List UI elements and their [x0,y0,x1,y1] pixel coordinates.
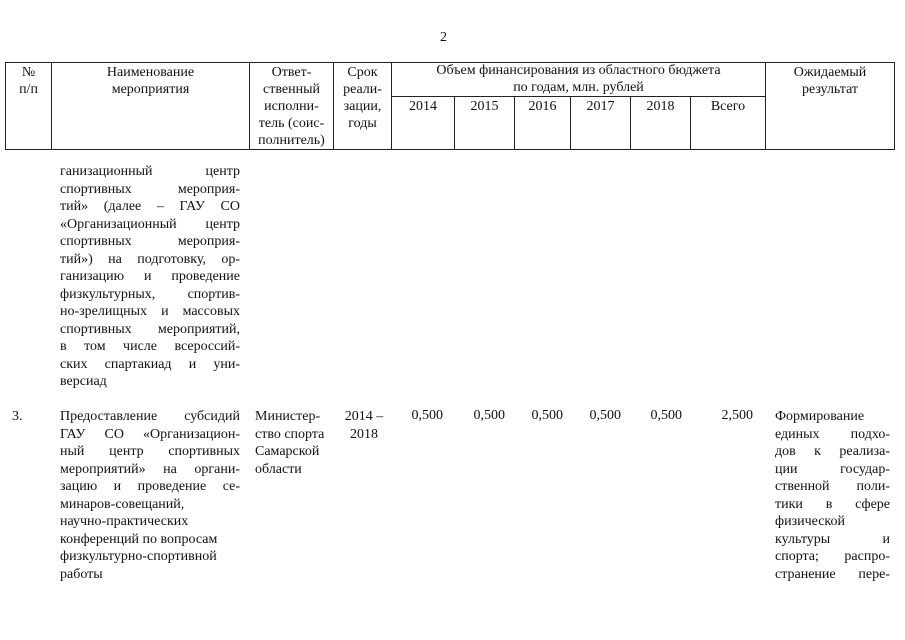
row3-result-line: физической [775,514,845,529]
header-line: полнитель) [258,133,325,148]
row3-name-line: минаров-совещаний, [60,496,185,512]
row3-result [775,408,890,583]
row3-name-line: мероприятий» на органи- [60,461,240,477]
header-year-2014: 2014 [409,99,437,114]
years-top-border [391,96,765,97]
row3-value-2016: 0,500 [531,408,563,423]
row3-result-line: культуры и [775,531,890,547]
header-line: по годам, млн. рублей [513,80,644,95]
row3-name-line: научно-практических [60,514,189,529]
row3-result-line: тики в сфере [775,496,890,512]
header-line: годы [348,116,377,131]
continuation-line: но-зрелищных и массовых [60,304,240,319]
row3-term-line: 2014 – [344,409,384,424]
col-border [894,62,895,150]
continuation-line: спортивных мероприя- [60,234,240,249]
header-year-2016: 2016 [528,99,557,114]
header-year-2018: 2018 [646,99,675,114]
continuation-line: физкультурных, спортив- [60,286,240,302]
row3-term-line: 2018 [350,426,378,442]
row3-value-2018: 0,500 [650,408,682,423]
row3-value-2017: 0,500 [589,408,621,423]
continuation-line: тий» (далее – ГАУ СО [60,199,240,214]
continuation-line: спортивных мероприя- [60,181,240,197]
row3-executor-line: Министер- [255,409,321,424]
page-number: 2 [440,30,447,45]
row3-result-line: ственной поли- [775,479,890,494]
row3-name-line: конференций по вопросам [60,531,218,547]
continuation-line: ганизацию и проведение [60,269,240,284]
row3-executor [255,408,333,478]
row3-result-line: единых подхо- [775,426,890,442]
continuation-line: версиад [60,374,107,389]
continuation-line: спортивных мероприятий, [60,321,240,337]
continuation-line: тий») на подготовку, ор- [60,251,240,267]
header-bottom-border [5,149,895,150]
row3-value-2015: 0,500 [473,408,505,423]
header-col-number [6,64,51,98]
header-line: Объем финансирования из областного бюджета [436,63,721,78]
row3-result-line: дов к реализа- [775,444,890,459]
header-line: № [21,65,36,80]
row3-name-line: ГАУ СО «Организацион- [60,426,240,442]
row3-result-line: странение пере- [775,566,890,582]
row3-executor-line: ство спорта [255,426,325,442]
header-line: исполни- [264,99,319,114]
header-col-result [766,64,894,98]
row3-executor-line: Самарской [255,444,320,459]
continuation-line: ских спартакиад и уни- [60,356,240,372]
header-line: Наименование [106,65,195,80]
row3-name-line: работы [60,566,103,582]
header-col-executor [250,64,333,149]
row3-term [337,408,391,443]
header-line: результат [801,82,859,97]
header-year-2015: 2015 [470,99,499,114]
header-col-name [52,64,249,98]
header-line: мероприятия [111,82,190,97]
header-col-term [334,64,391,132]
header-col-funding [392,62,765,96]
header-line: ственный [263,82,320,97]
row3-name-line: физкультурно-спортивной [60,549,217,564]
header-line: зации, [343,99,382,114]
header-line: Срок [347,65,378,80]
row3-result-line: Формирование [775,409,865,424]
row3-result-line: ции государ- [775,461,890,477]
continuation-line: «Организационный центр [60,216,240,232]
header-year-total: Всего [710,99,746,114]
row3-name-line: зацию и проведение се- [60,479,240,494]
row3-result-line: спорта; распро- [775,549,890,564]
row3-name-line: Предоставление субсидий [60,409,240,424]
row3-value-2014: 0,500 [411,408,443,423]
row3-value-total: 2,500 [721,408,753,423]
header-line: Ответ- [271,65,312,80]
continuation-line: в том числе всероссий- [60,339,240,354]
header-line: п/п [19,82,38,97]
header-line: Ожидаемый [793,65,867,80]
continuation-name [60,163,240,391]
row3-executor-line: области [255,461,302,477]
row3-number: 3. [12,409,23,424]
header-line: тель (соис- [258,116,325,131]
header-line: реали- [343,82,382,97]
header-year-2017: 2017 [586,99,615,114]
row3-name [60,408,240,583]
continuation-line: ганизационный центр [60,164,240,179]
row3-name-line: ный центр спортивных [60,444,240,459]
